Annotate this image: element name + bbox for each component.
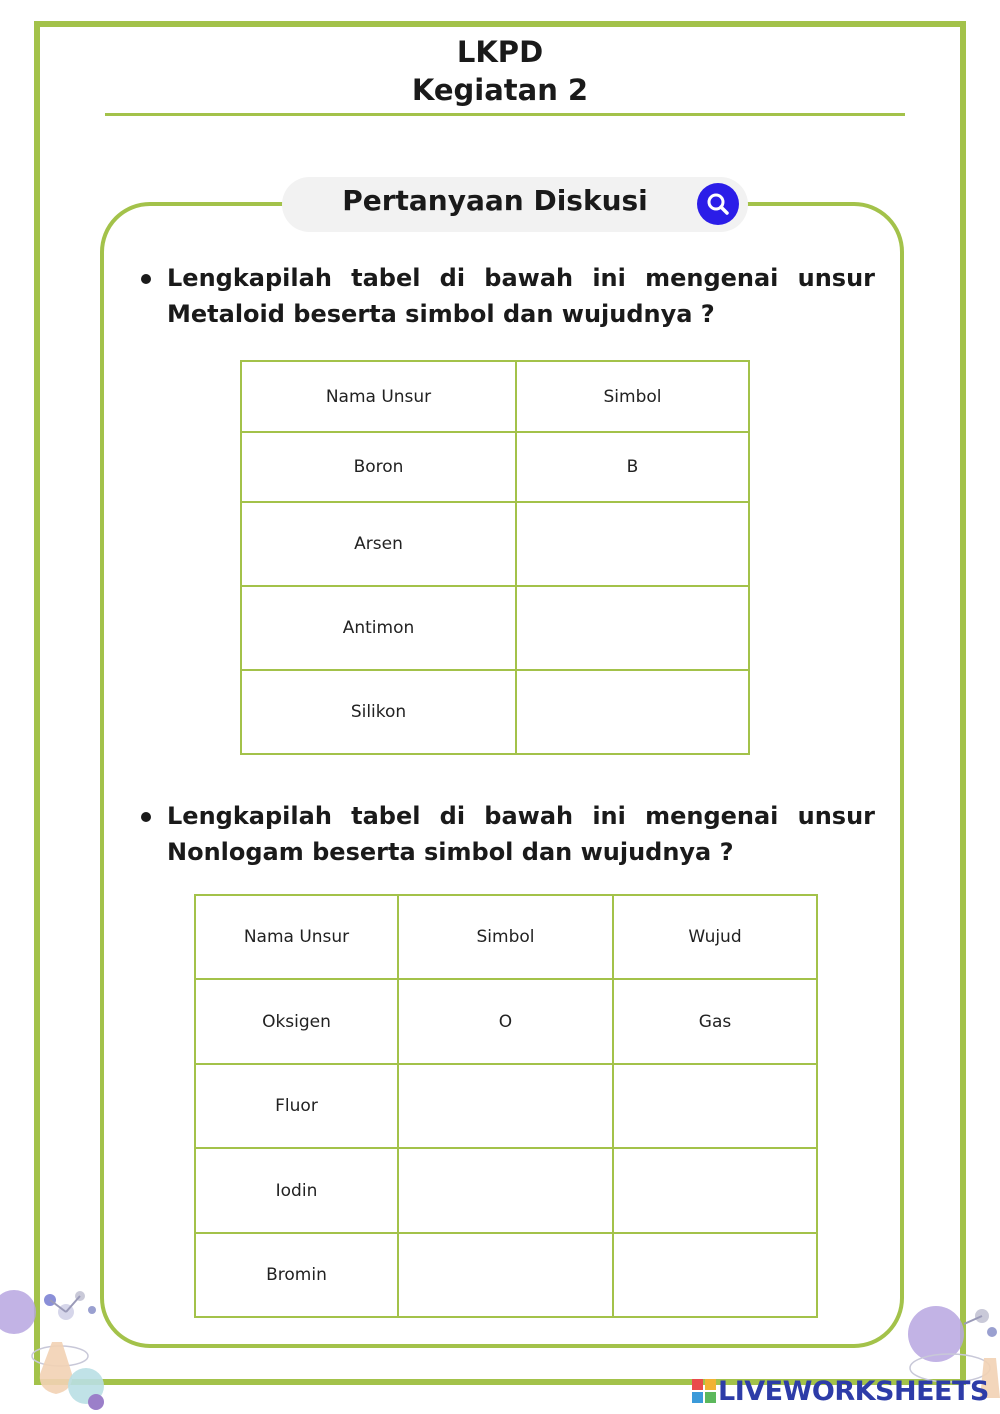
question-1-line-1: Lengkapilah tabel di bawah ini mengenai unsur — [167, 264, 875, 292]
symbol-cell: B — [516, 432, 749, 502]
watermark-text: LIVEWORKSHEETS — [718, 1375, 989, 1407]
table-row — [241, 502, 749, 586]
table-header-cell: Simbol — [516, 361, 749, 432]
table-header-row — [241, 361, 749, 432]
table-header-cell: Simbol — [398, 895, 613, 979]
element-name-cell: Oksigen — [195, 979, 398, 1064]
table-row — [241, 586, 749, 670]
table-row — [195, 1233, 817, 1317]
table-header-cell: Wujud — [613, 895, 817, 979]
metaloid-table — [240, 360, 750, 755]
state-answer-cell[interactable] — [613, 1233, 817, 1317]
question-1-line-2: Metaloid beserta simbol dan wujudnya ? — [167, 300, 715, 328]
state-cell: Gas — [613, 979, 817, 1064]
symbol-cell: O — [398, 979, 613, 1064]
question-2-line-1: Lengkapilah tabel di bawah ini mengenai unsur — [167, 802, 875, 830]
table-header-cell: Nama Unsur — [241, 361, 516, 432]
symbol-answer-cell[interactable] — [398, 1233, 613, 1317]
bullet-icon — [141, 812, 151, 822]
question-2 — [167, 798, 875, 870]
logo-mark-icon — [692, 1379, 716, 1403]
title-divider — [105, 113, 905, 116]
question-2-line-2: Nonlogam beserta simbol dan wujudnya ? — [167, 838, 734, 866]
liveworksheets-logo — [692, 1374, 992, 1408]
symbol-answer-cell[interactable] — [398, 1148, 613, 1233]
page-subtitle: Kegiatan 2 — [411, 73, 589, 107]
state-answer-cell[interactable] — [613, 1064, 817, 1148]
element-name-cell: Antimon — [241, 586, 516, 670]
section-title: Pertanyaan Diskusi — [342, 184, 648, 217]
element-name-cell: Silikon — [241, 670, 516, 754]
table-row — [195, 1148, 817, 1233]
symbol-answer-cell[interactable] — [516, 670, 749, 754]
table-row — [195, 1064, 817, 1148]
table-row — [241, 432, 749, 502]
bullet-icon — [141, 274, 151, 284]
symbol-answer-cell[interactable] — [516, 502, 749, 586]
element-name-cell: Iodin — [195, 1148, 398, 1233]
question-1 — [167, 260, 875, 332]
element-name-cell: Fluor — [195, 1064, 398, 1148]
page-title: LKPD — [456, 35, 544, 69]
search-icon — [697, 183, 739, 225]
table-row — [195, 979, 817, 1064]
table-row — [241, 670, 749, 754]
element-name-cell: Bromin — [195, 1233, 398, 1317]
nonlogam-table — [194, 894, 818, 1318]
element-name-cell: Arsen — [241, 502, 516, 586]
element-name-cell: Boron — [241, 432, 516, 502]
symbol-answer-cell[interactable] — [398, 1064, 613, 1148]
symbol-answer-cell[interactable] — [516, 586, 749, 670]
table-header-cell: Nama Unsur — [195, 895, 398, 979]
table-header-row — [195, 895, 817, 979]
state-answer-cell[interactable] — [613, 1148, 817, 1233]
molecule-decoration-left-icon — [0, 1282, 120, 1414]
